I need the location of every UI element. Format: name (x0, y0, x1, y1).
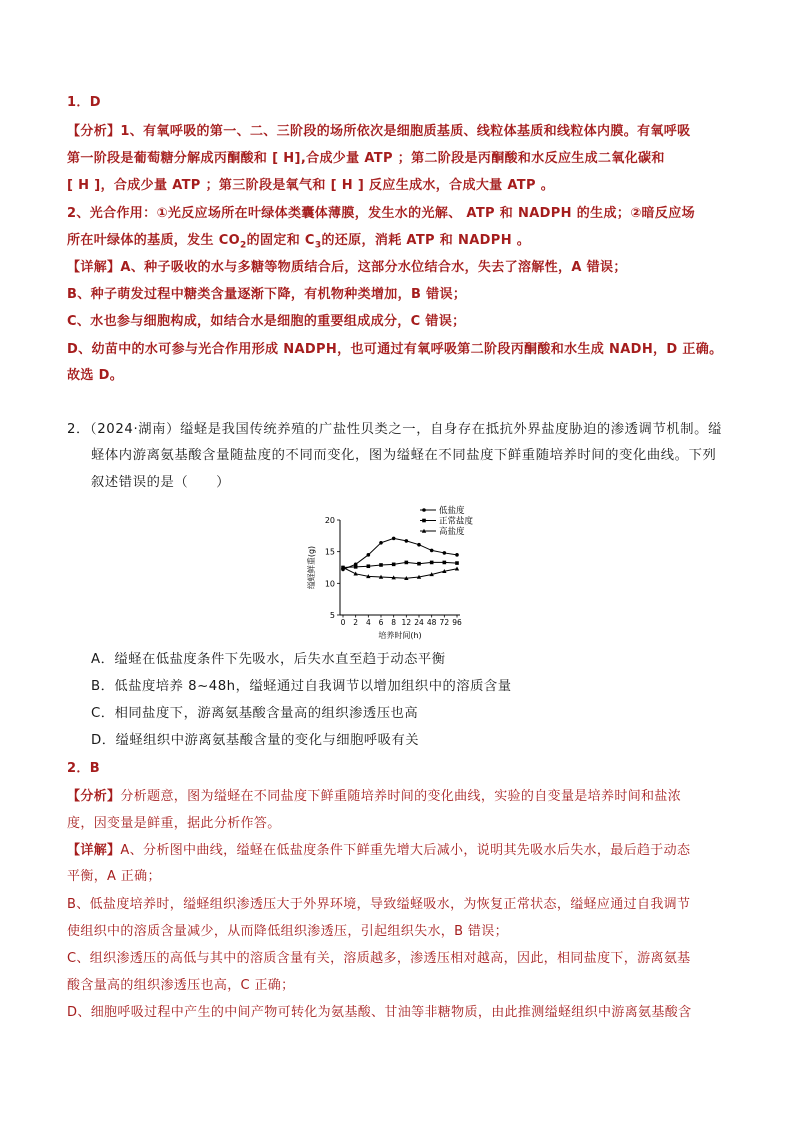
answer-1-analysis-line-5 (67, 231, 530, 251)
series-line-2 (343, 568, 457, 579)
data-point (430, 549, 434, 553)
option-d: D．缢蛏组织中游离氨基酸含量的变化与细胞呼吸有关 (91, 733, 420, 748)
series-line-1 (343, 562, 457, 567)
fresh-weight-chart (298, 500, 498, 645)
series-line-0 (343, 538, 457, 569)
detail-text: A、分析图中曲线，缢蛏在低盐度条件下鲜重先增大后减小，说明其先吸水后失水，最后趋于动态 (120, 843, 691, 858)
text-part: 的还原，消耗 ATP 和 NADPH 。 (321, 233, 531, 248)
analysis-tag: 【分析】 (67, 789, 121, 804)
subscript: 3 (314, 240, 322, 251)
legend-label: 低盐度 (439, 506, 465, 516)
legend-label: 高盐度 (439, 527, 465, 537)
x-tick-label: 4 (365, 618, 371, 627)
text-part: 所在叶绿体的基质，发生 CO (67, 233, 241, 248)
x-tick-label: 8 (391, 618, 397, 627)
x-tick-label: 6 (378, 618, 384, 627)
answer-2-analysis-line-1 (67, 787, 681, 807)
answer-1-detail-line-3: C、水也参与细胞构成，如结合水是细胞的重要组成成分，C 错误； (67, 314, 466, 329)
data-point (405, 561, 409, 565)
question-2-line-1: 2．（2024·湖南）缢蛏是我国传统养殖的广盐性贝类之一，自身存在抵抗外界盐度胁迫的渗透调节机制。缢 (67, 422, 722, 437)
y-tick-label: 15 (324, 547, 335, 557)
legend-marker (422, 508, 426, 512)
data-point (367, 553, 371, 557)
data-point (455, 566, 459, 570)
answer-1-analysis-line-2: 第一阶段是葡萄糖分解成丙酮酸和 [ H],合成少量 ATP ；第二阶段是丙酮酸和水反应生成二氧化碳和 (67, 151, 665, 166)
x-tick-label: 48 (426, 618, 437, 627)
question-2-line-2: 蛏体内游离氨基酸含量随盐度的不同而变化，图为缢蛏在不同盐度下鲜重随培养时间的变化曲线。下列 (91, 448, 717, 463)
legend-marker (422, 519, 426, 523)
legend-label: 正常盐度 (439, 516, 474, 527)
data-point (443, 551, 447, 555)
y-axis-label: 缢蛏鲜重(g) (307, 545, 316, 590)
answer-2-detail-line-7: D、细胞呼吸过程中产生的中间产物可转化为氨基酸、甘油等非糖物质，由此推测缢蛏组织中游离氨基酸含 (67, 1005, 692, 1020)
data-point (430, 561, 434, 565)
x-tick-label: 96 (452, 618, 462, 627)
x-tick-label: 12 (401, 618, 412, 627)
answer-1-analysis-line-1 (67, 122, 691, 142)
data-point (379, 541, 383, 545)
y-tick-label: 10 (324, 579, 335, 589)
data-point (354, 565, 358, 569)
data-point (392, 537, 396, 541)
answer-1-analysis-line-4: 2、光合作用：①光反应场所在叶绿体类囊体薄膜，发生水的光解、 ATP 和 NADPH 的生成；②暗反应场 (67, 206, 695, 221)
answer-2-detail-line-5: C、组织渗透压的高低与其中的溶质含量有关，溶质越多，渗透压相对越高，因此，相同盐度下，游离氨基 (67, 951, 691, 966)
x-tick-label: 0 (340, 618, 346, 627)
analysis-tag: 【分析】 (67, 124, 121, 139)
data-point (417, 543, 421, 547)
option-c: C．相同盐度下，游离氨基酸含量高的组织渗透压也高 (91, 706, 419, 721)
detail-tag: 【详解】 (67, 260, 121, 275)
x-tick-label: 24 (414, 618, 424, 627)
analysis-text: 分析题意，图为缢蛏在不同盐度下鲜重随培养时间的变化曲线，实验的自变量是培养时间和盐浓 (120, 789, 682, 804)
answer-1-detail-line-2: B、种子萌发过程中糖类含量逐渐下降，有机物种类增加，B 错误； (67, 287, 467, 302)
detail-text: A、种子吸收的水与多糖等物质结合后，这部分水位结合水，失去了溶解性，A 错误； (120, 260, 627, 275)
data-point (443, 561, 447, 565)
data-point (392, 563, 396, 567)
y-tick-label: 20 (324, 516, 335, 525)
answer-1-detail-line-4: D、幼苗中的水可参与光合作用形成 NADPH，也可通过有氧呼吸第二阶段丙酮酸和水生成 NADH，D 正确。 (67, 342, 723, 357)
answer-2-detail-line-1 (67, 841, 690, 861)
detail-tag: 【详解】 (67, 843, 121, 858)
answer-2-analysis-line-2: 度，因变量是鲜重，据此分析作答。 (67, 816, 281, 831)
answer-2-label: 2．B (67, 761, 101, 776)
answer-1-detail-line-1 (67, 258, 627, 278)
answer-2-detail-line-3: B、低盐度培养时，缢蛏组织渗透压大于外界环境，导致缢蛏吸水，为恢复正常状态，缢蛏应通过自我调节 (67, 897, 691, 912)
x-tick-label: 2 (353, 618, 359, 627)
x-tick-label: 72 (439, 618, 450, 627)
answer-2-detail-line-2: 平衡，A 正确； (67, 869, 161, 884)
data-point (455, 553, 459, 557)
data-point (379, 563, 383, 567)
data-point (367, 564, 371, 568)
text-part: 的固定和 C (246, 233, 315, 248)
subscript: 2 (240, 240, 247, 251)
analysis-text: 1、有氧呼吸的第一、二、三阶段的场所依次是细胞质基质、线粒体基质和线粒体内膜。有氧呼吸 (120, 124, 691, 139)
option-a: A．缢蛏在低盐度条件下先吸水，后失水直至趋于动态平衡 (91, 652, 446, 667)
question-2-line-3: 叙述错误的是（ ） (91, 475, 230, 490)
y-tick-label: 5 (329, 611, 335, 620)
answer-2-detail-line-4: 使组织中的溶质含量减少，从而降低组织渗透压，引起组织失水，B 错误； (67, 924, 508, 939)
data-point (405, 539, 409, 543)
data-point (455, 561, 459, 565)
answer-1-label: 1．D (67, 95, 101, 110)
answer-1-analysis-line-3: [ H ]，合成少量 ATP ；第三阶段是氧气和 [ H ] 反应生成水，合成大量 ATP 。 (67, 178, 555, 193)
option-b: B．低盐度培养 8~48h，缢蛏通过自我调节以增加组织中的溶质含量 (91, 679, 512, 694)
answer-1-detail-line-5: 故选 D。 (67, 368, 124, 383)
answer-2-detail-line-6: 酸含量高的组织渗透压也高，C 正确； (67, 978, 295, 993)
x-axis-label: 培养时间(h) (378, 631, 422, 640)
data-point (417, 562, 421, 566)
